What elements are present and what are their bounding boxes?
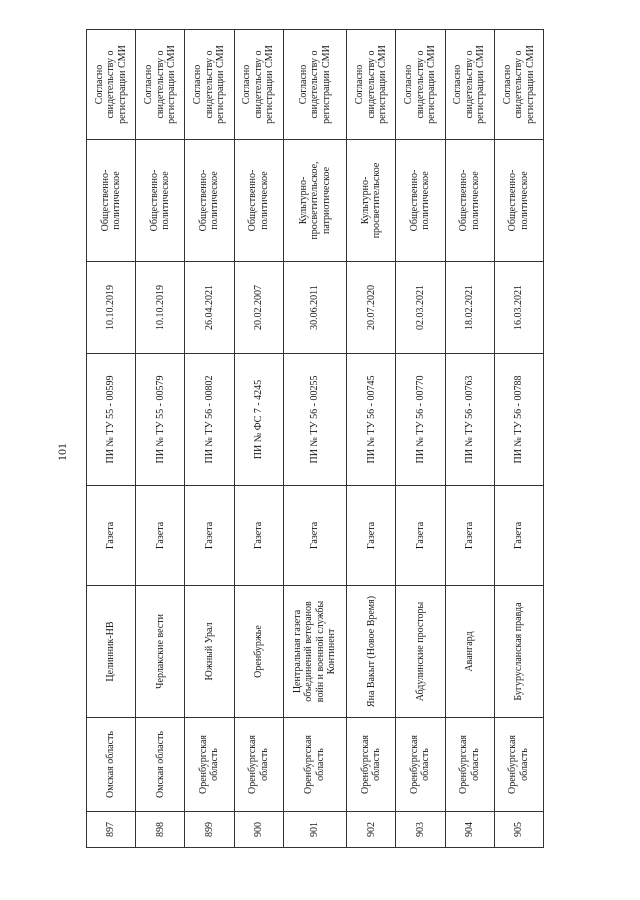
subject-cell: Культурно-просветительское, патриотическое xyxy=(283,140,347,262)
media-register-table xyxy=(86,29,544,848)
basis-cell: Согласно свидетельству о регистрации СМИ xyxy=(234,30,283,140)
row-number-cell: 899 xyxy=(185,812,234,848)
media-name-cell: Бугурусланская правда xyxy=(494,586,543,718)
media-type-cell: Газета xyxy=(185,486,234,586)
registration-date-cell: 30.06.2011 xyxy=(283,262,347,354)
media-type-cell: Газета xyxy=(347,486,396,586)
media-name-cell: Южный Урал xyxy=(185,586,234,718)
table-row xyxy=(283,30,347,848)
media-name-cell: Оренбуржье xyxy=(234,586,283,718)
registration-date-cell: 18.02.2021 xyxy=(445,262,494,354)
registration-date-cell: 20.07.2020 xyxy=(347,262,396,354)
region-cell: Оренбургская область xyxy=(347,718,396,812)
basis-cell: Согласно свидетельству о регистрации СМИ xyxy=(445,30,494,140)
basis-cell: Согласно свидетельству о регистрации СМИ xyxy=(283,30,347,140)
registration-number-cell: ПИ № ТУ 56 - 00745 xyxy=(347,354,396,486)
registration-date-cell: 16.03.2021 xyxy=(494,262,543,354)
media-type-cell: Газета xyxy=(494,486,543,586)
media-name-cell: Авангард xyxy=(445,586,494,718)
row-number-cell: 900 xyxy=(234,812,283,848)
subject-cell: Общественно-политическое xyxy=(234,140,283,262)
registration-number-cell: ПИ № ТУ 56 - 00788 xyxy=(494,354,543,486)
row-number-cell: 905 xyxy=(494,812,543,848)
row-number-cell: 903 xyxy=(396,812,445,848)
row-number-cell: 901 xyxy=(283,812,347,848)
row-number-cell: 898 xyxy=(136,812,185,848)
media-name-cell: Абдулинские просторы xyxy=(396,586,445,718)
registration-number-cell: ПИ № ТУ 56 - 00255 xyxy=(283,354,347,486)
registration-number-cell: ПИ № ФС 7 - 4245 xyxy=(234,354,283,486)
table-row xyxy=(396,30,445,848)
registration-date-cell: 26.04.2021 xyxy=(185,262,234,354)
row-number-cell: 902 xyxy=(347,812,396,848)
registration-number-cell: ПИ № ТУ 56 - 00770 xyxy=(396,354,445,486)
page-number: 101 xyxy=(54,443,69,461)
media-type-cell: Газета xyxy=(445,486,494,586)
registration-number-cell: ПИ № ТУ 56 - 00763 xyxy=(445,354,494,486)
region-cell: Омская область xyxy=(87,718,136,812)
registration-number-cell: ПИ № ТУ 55 - 00599 xyxy=(87,354,136,486)
basis-cell: Согласно свидетельству о регистрации СМИ xyxy=(87,30,136,140)
registration-date-cell: 02.03.2021 xyxy=(396,262,445,354)
region-cell: Оренбургская область xyxy=(494,718,543,812)
table-row xyxy=(136,30,185,848)
region-cell: Омская область xyxy=(136,718,185,812)
media-type-cell: Газета xyxy=(87,486,136,586)
region-cell: Оренбургская область xyxy=(396,718,445,812)
table-row xyxy=(445,30,494,848)
media-type-cell: Газета xyxy=(396,486,445,586)
media-name-cell: Центральная газета объединений ветеранов войн и военной службы Континент xyxy=(283,586,347,718)
region-cell: Оренбургская область xyxy=(185,718,234,812)
table-row xyxy=(185,30,234,848)
registration-number-cell: ПИ № ТУ 55 - 00579 xyxy=(136,354,185,486)
row-number-cell: 904 xyxy=(445,812,494,848)
subject-cell: Общественно-политическое xyxy=(136,140,185,262)
subject-cell: Культурно-просветительское xyxy=(347,140,396,262)
subject-cell: Общественно-политическое xyxy=(87,140,136,262)
subject-cell: Общественно-политическое xyxy=(494,140,543,262)
table-row xyxy=(347,30,396,848)
table-row xyxy=(87,30,136,848)
media-name-cell: Черлакские вести xyxy=(136,586,185,718)
region-cell: Оренбургская область xyxy=(234,718,283,812)
media-name-cell: Яна Вакыт (Новое Время) xyxy=(347,586,396,718)
subject-cell: Общественно-политическое xyxy=(396,140,445,262)
table-row xyxy=(234,30,283,848)
table-body xyxy=(87,30,544,848)
media-type-cell: Газета xyxy=(136,486,185,586)
basis-cell: Согласно свидетельству о регистрации СМИ xyxy=(396,30,445,140)
row-number-cell: 897 xyxy=(87,812,136,848)
subject-cell: Общественно-политическое xyxy=(185,140,234,262)
media-name-cell: Целинник-НВ xyxy=(87,586,136,718)
subject-cell: Общественно-политическое xyxy=(445,140,494,262)
media-type-cell: Газета xyxy=(234,486,283,586)
registration-date-cell: 10.10.2019 xyxy=(136,262,185,354)
registration-date-cell: 10.10.2019 xyxy=(87,262,136,354)
registration-date-cell: 20.02.2007 xyxy=(234,262,283,354)
region-cell: Оренбургская область xyxy=(283,718,347,812)
table-row xyxy=(494,30,543,848)
basis-cell: Согласно свидетельству о регистрации СМИ xyxy=(347,30,396,140)
basis-cell: Согласно свидетельству о регистрации СМИ xyxy=(494,30,543,140)
registration-number-cell: ПИ № ТУ 56 - 00802 xyxy=(185,354,234,486)
basis-cell: Согласно свидетельству о регистрации СМИ xyxy=(185,30,234,140)
media-type-cell: Газета xyxy=(283,486,347,586)
region-cell: Оренбургская область xyxy=(445,718,494,812)
basis-cell: Согласно свидетельству о регистрации СМИ xyxy=(136,30,185,140)
